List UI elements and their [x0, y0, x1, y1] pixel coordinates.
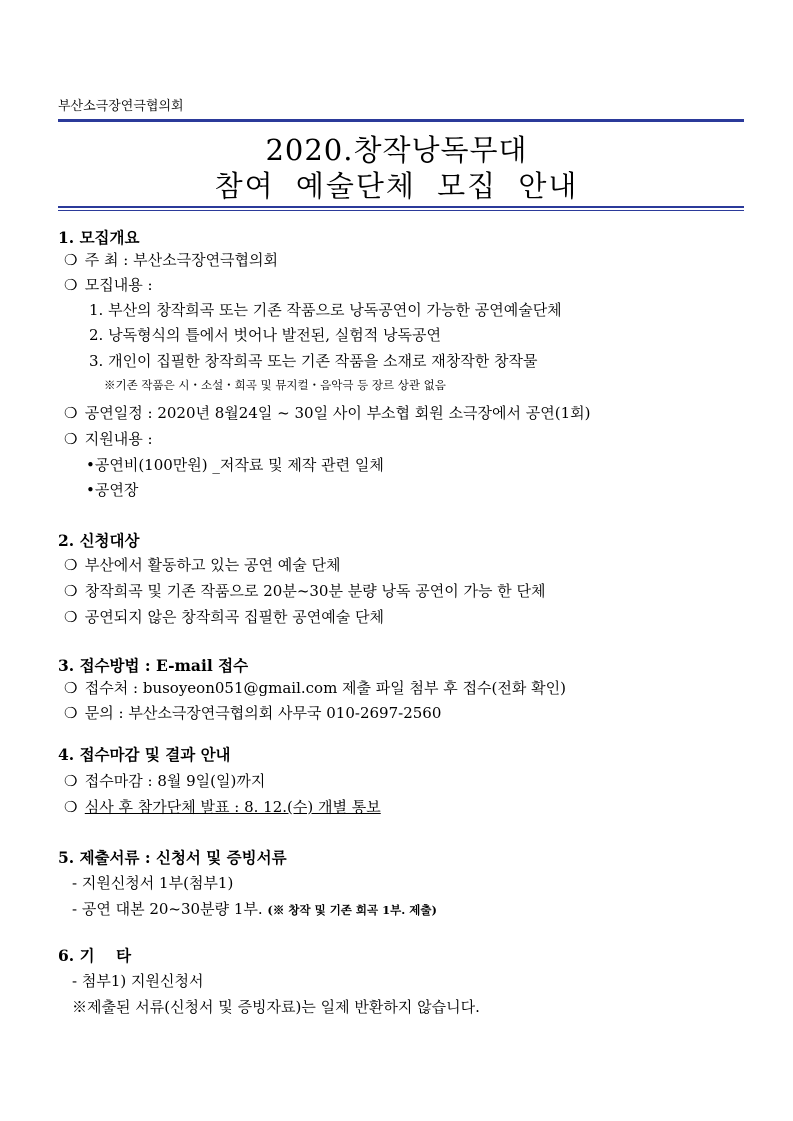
announcement-line: ❍ 심사 후 참가단체 발표 : 8. 12.(수) 개별 통보 — [64, 798, 381, 816]
etc-item-1: - 첨부1) 지원신청서 — [72, 972, 204, 990]
support-item-2: •공연장 — [86, 481, 139, 499]
circle-bullet-icon: ❍ — [64, 608, 78, 626]
title-divider-thick — [58, 206, 744, 208]
circle-bullet-icon: ❍ — [64, 251, 78, 269]
title-line-1: 2020.창작낭독무대 — [265, 133, 528, 167]
section-1-heading: 1. 모집개요 — [58, 228, 140, 247]
circle-bullet-icon: ❍ — [64, 430, 78, 448]
top-divider — [58, 119, 744, 122]
host-text: 주 최 : 부산소극장연극협의회 — [84, 251, 279, 269]
schedule-line — [64, 402, 591, 423]
section-6-heading: 6. 기 타 — [58, 946, 132, 965]
schedule-text: 공연일정 : 2020년 8월24일 ~ 30일 사이 부소협 회원 소극장에서 공연(1회) — [84, 404, 591, 422]
content-item-2: 2. 낭독형식의 틀에서 벗어나 발전된, 실험적 낭독공연 — [89, 326, 441, 344]
circle-bullet-icon: ❍ — [64, 276, 78, 294]
content-item-1: 1. 부산의 창작희곡 또는 기존 작품으로 낭독공연이 가능한 공연예술단체 — [89, 301, 562, 319]
circle-bullet-icon: ❍ — [64, 772, 78, 790]
content-item-3: 3. 개인이 집필한 창작희곡 또는 기존 작품을 소재로 재창작한 창작물 — [89, 352, 538, 370]
title-divider-thin — [58, 210, 744, 211]
section-4-heading: 4. 접수마감 및 결과 안내 — [58, 745, 231, 764]
host-line — [64, 249, 278, 270]
circle-bullet-icon: ❍ — [64, 679, 78, 697]
content-line — [64, 274, 153, 295]
etc-item-2: ※제출된 서류(신청서 및 증빙자료)는 일제 반환하지 않습니다. — [72, 998, 480, 1016]
circle-bullet-icon: ❍ — [64, 798, 78, 816]
section-2-heading: 2. 신청대상 — [58, 531, 140, 550]
document-item-2-note: (※ 창작 및 기존 희곡 1부. 제출) — [267, 903, 437, 917]
circle-bullet-icon: ❍ — [64, 556, 78, 574]
support-text: 지원내용 : — [84, 430, 153, 448]
support-item-1: •공연비(100만원) _저작료 및 제작 관련 일체 — [86, 456, 384, 474]
section-3-heading: 3. 접수방법 : E-mail 접수 — [58, 656, 249, 675]
title-line-2: 참여 예술단체 모집 안내 — [214, 169, 579, 203]
document-item-2: - 공연 대본 20~30분량 1부. (※ 창작 및 기존 희곡 1부. 제출) — [72, 900, 437, 918]
inquiry-line: ❍ 문의 : 부산소극장연극협의회 사무국 010-2697-2560 — [64, 704, 442, 722]
section-5-heading: 5. 제출서류 : 신청서 및 증빙서류 — [58, 848, 287, 867]
document-item-1: - 지원신청서 1부(첨부1) — [72, 874, 234, 892]
target-item-3: ❍ 공연되지 않은 창작희곡 집필한 공연예술 단체 — [64, 608, 384, 626]
circle-bullet-icon: ❍ — [64, 704, 78, 722]
submission-line: ❍ 접수처 : busoyeon051@gmail.com 제출 파일 첨부 후 접수(전화 확인) — [64, 679, 566, 697]
target-item-1: ❍ 부산에서 활동하고 있는 공연 예술 단체 — [64, 556, 341, 574]
circle-bullet-icon: ❍ — [64, 582, 78, 600]
genre-note: ※기존 작품은 시・소설・희곡 및 뮤지컬・음악극 등 장르 상관 없음 — [104, 378, 446, 392]
support-line — [64, 428, 153, 449]
target-item-2: ❍ 창작희곡 및 기존 작품으로 20분~30분 분량 낭독 공연이 가능 한 단체 — [64, 582, 546, 600]
organization-name: 부산소극장연극협의회 — [58, 99, 184, 114]
deadline-line: ❍ 접수마감 : 8월 9일(일)까지 — [64, 772, 266, 790]
circle-bullet-icon: ❍ — [64, 404, 78, 422]
content-text: 모집내용 : — [84, 276, 153, 294]
